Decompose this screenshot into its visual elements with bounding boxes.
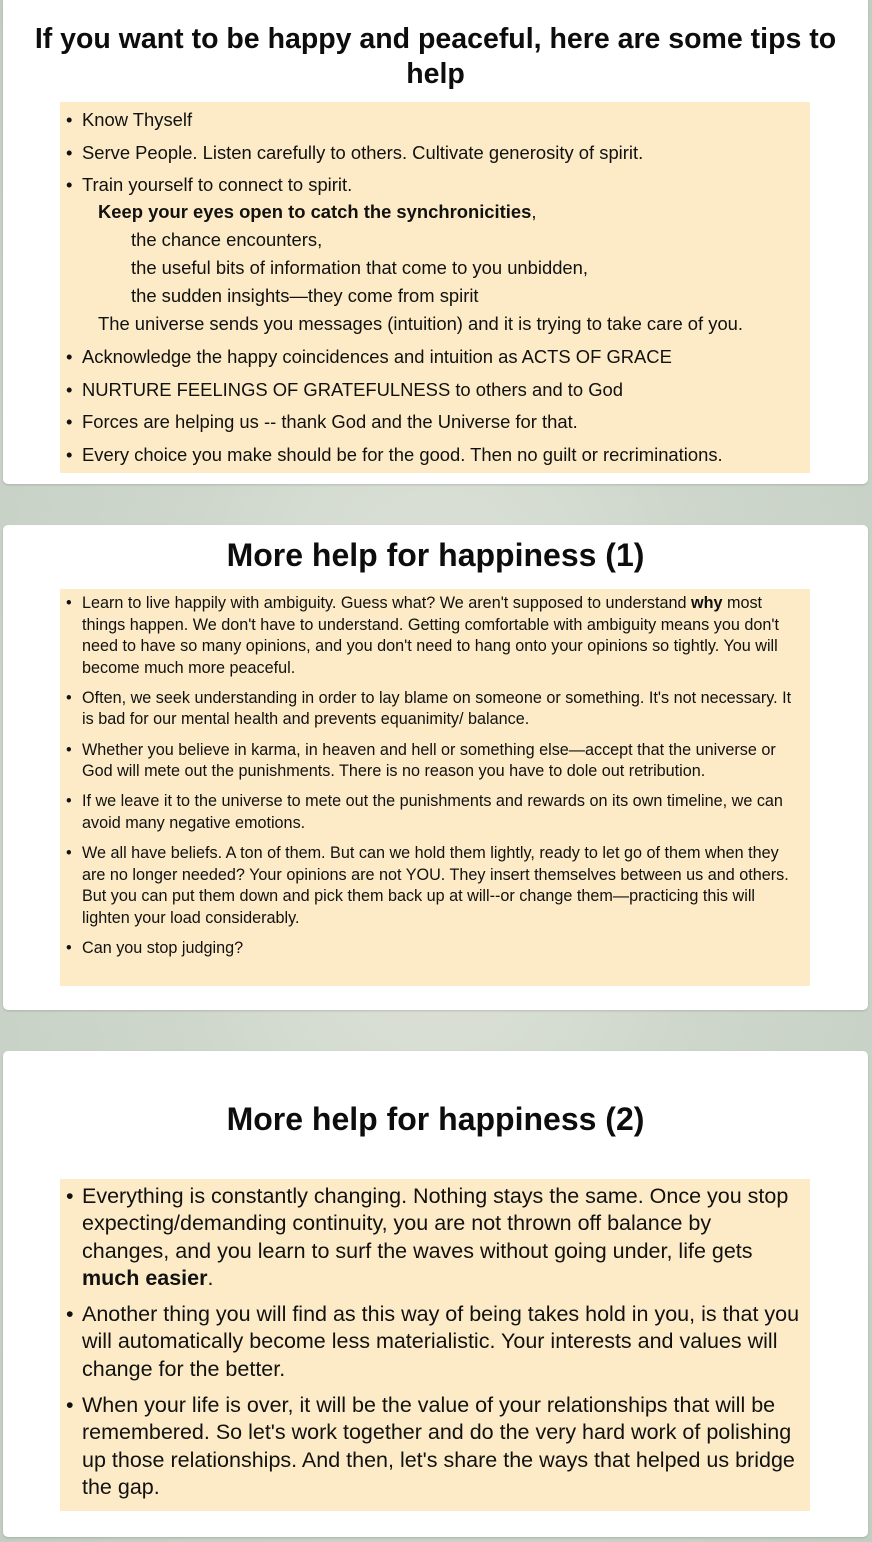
list-item: • Whether you believe in karma, in heaven and hell or something else—accept that the universe or God will mete out the punishments. There is no reason you have to dole out retribution.	[82, 740, 802, 783]
list-item: • Serve People. Listen carefully to others. Cultivate generosity of spirit.	[82, 139, 802, 166]
list-item	[82, 593, 802, 679]
sub-item-closing: The universe sends you messages (intuition) and it is trying to take care of you.	[98, 313, 744, 334]
slide-3-list	[82, 1183, 802, 1501]
slide-2-title: More help for happiness (1)	[226, 537, 645, 573]
text: Learn to live happily with ambiguity. Guess what? We aren't supposed to understand	[82, 594, 691, 612]
slide-1	[3, 0, 868, 484]
text: Everything is constantly changing. Nothing stays the same. Once you stop expecting/demanding continuity, you are not thrown off balance by changes, and you learn to surf the waves without going under, life gets	[82, 1184, 789, 1263]
slide-1-list	[82, 106, 802, 468]
list-item: • Forces are helping us -- thank God and the Universe for that.	[82, 408, 802, 435]
list-item	[82, 1183, 802, 1292]
slide-3-content-box	[60, 1179, 810, 1511]
list-item	[82, 171, 802, 338]
list-item: • Every choice you make should be for the good. Then no guilt or recriminations.	[82, 441, 802, 468]
list-item: • If we leave it to the universe to mete out the punishments and rewards on its own timeline, we can avoid many negative emotions.	[82, 791, 802, 834]
bold-suffix: ,	[531, 201, 537, 222]
sub-item: the chance encounters,	[131, 229, 323, 250]
list-item: • Often, we seek understanding in order to lay blame on someone or something. It's not necessary. It is bad for our mental health and prevents equanimity/ balance.	[82, 688, 802, 731]
list-item: • We all have beliefs. A ton of them. But can we hold them lightly, ready to let go of them when they are no longer needed? Your opinions are not YOU. They insert themselves between us and others. But you can put them down and pick them back up at will--or change them—practicing this will lighten your load considerably.	[82, 843, 802, 929]
sub-item: the sudden insights—they come from spirit	[131, 285, 479, 306]
list-item: • When your life is over, it will be the value of your relationships that will be remembered. So let's work together and do the very hard work of polishing up those relationships. And then, let's share the ways that helped us bridge the gap.	[82, 1392, 802, 1501]
list-item: • Acknowledge the happy coincidences and intuition as ACTS OF GRACE	[82, 343, 802, 370]
list-item: • Another thing you will find as this way of being takes hold in you, is that you will automatically become less materialistic. Your interests and values will change for the better.	[82, 1301, 802, 1383]
list-item: • NURTURE FEELINGS OF GRATEFULNESS to others and to God	[82, 376, 802, 403]
bold-text: why	[690, 594, 723, 612]
sub-item-bold	[82, 198, 802, 226]
slide-2-content-box	[60, 589, 810, 986]
bold-text: much easier	[82, 1265, 208, 1290]
slide-3	[3, 1051, 868, 1537]
list-item: • Know Thyself	[82, 106, 802, 133]
slide-2-list	[82, 593, 802, 959]
text: .	[207, 1265, 214, 1290]
slide-1-content-box	[60, 102, 810, 473]
list-item: • Can you stop judging?	[82, 938, 802, 960]
slide-3-title: More help for happiness (2)	[226, 1101, 645, 1137]
slide-2	[3, 525, 868, 1010]
slide-1-title: If you want to be happy and peaceful, here are some tips to help	[34, 23, 837, 90]
text: most things happen. We don't have to understand. Getting comfortable with ambiguity means you don't need to have so many opinions, and you don't need to hang onto your opinions so tightly. You will become much more peaceful.	[82, 594, 779, 677]
list-item-text: • Train yourself to connect to spirit.	[82, 174, 353, 195]
sub-item: the useful bits of information that come to you unbidden,	[131, 257, 588, 278]
bold-text: Keep your eyes open to catch the synchronicities	[98, 201, 532, 222]
